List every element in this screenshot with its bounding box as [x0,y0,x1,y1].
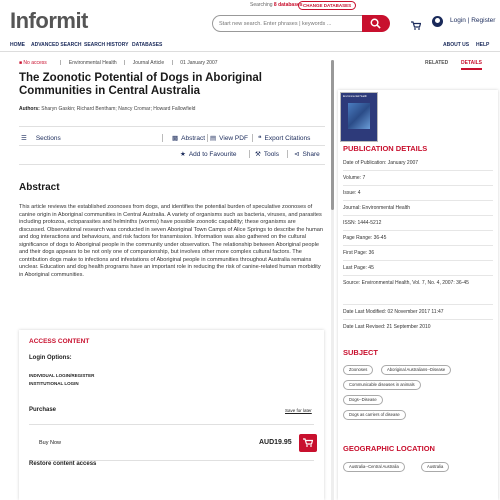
view-pdf-label: View PDF [219,135,248,142]
main-nav [0,40,500,52]
toolbar-sep [162,134,163,142]
nav-about-us[interactable]: ABOUT US [443,42,470,48]
login-options-label: Login Options: [29,355,72,361]
price: AUD19.95 [259,439,292,446]
detail-divider [343,260,493,261]
cart-icon[interactable] [411,17,421,35]
add-to-cart-button[interactable] [299,434,317,452]
change-databases-button[interactable]: CHANGE DATABASES [298,1,356,10]
buy-now-label: Buy Now [39,440,62,446]
crumb-sep: | [171,60,173,66]
crumb-sep: | [124,60,126,66]
share-label: Share [302,151,320,158]
location-tag[interactable]: Australia [421,462,449,472]
detail-divider [343,304,493,305]
document-icon: ▩ [172,135,179,142]
geographic-location-heading: GEOGRAPHIC LOCATION [343,444,435,453]
subject-tag[interactable]: Zoonoses [343,365,373,375]
breadcrumb [19,60,224,66]
subject-tag[interactable]: Aboriginal Australians--Disease [381,365,451,375]
publication-details-panel [338,90,498,500]
view-pdf-button[interactable] [210,134,248,142]
purchase-label: Purchase [29,407,57,413]
authors-label: Authors: [19,106,40,112]
toolbar-divider [19,164,325,165]
nav-home[interactable]: HOME [10,42,25,48]
export-label: Export Citations [264,135,311,142]
crumb-journal[interactable]: Environmental Health [68,60,117,66]
export-citations-button[interactable] [258,134,310,142]
detail-divider [343,215,493,216]
individual-login-link[interactable]: INDIVIDUAL LOGIN/REGISTER [29,373,95,378]
volume: Volume: 7 [343,175,366,181]
detail-divider [343,275,493,276]
nav-databases[interactable]: DATABASES [132,42,163,48]
sections-button[interactable] [21,134,61,142]
search-icon [370,18,381,29]
issue: Issue: 4 [343,190,361,196]
save-for-later-link[interactable]: Save for later [285,408,312,413]
list-icon: ☰ [21,135,27,142]
favourite-label: Add to Favourite [188,151,237,158]
login-register-link[interactable]: Login | Register [450,17,496,24]
detail-divider [343,200,493,201]
informit-logo[interactable]: Informit [10,8,88,33]
detail-divider [343,319,493,320]
access-content-panel [19,330,324,500]
toolbar-divider [19,126,325,127]
search-button[interactable] [362,15,390,32]
tools-label: Tools [263,151,280,158]
tab-related[interactable]: RELATED [425,60,449,66]
detail-divider [343,230,493,231]
share-button[interactable] [294,150,320,158]
pdf-icon: ▤ [210,135,217,142]
location-tag[interactable]: Australia--Central Australia [343,462,405,472]
authors-line [19,106,195,112]
crumb-sep: | [60,60,62,66]
page-range: Page Range: 36-45 [343,235,387,241]
site-header [0,0,500,40]
abstract-label: Abstract [181,135,205,142]
scrollbar-thumb[interactable] [331,60,334,210]
star-icon: ★ [180,151,186,158]
cart-icon [303,438,313,447]
issn: ISSN: 1444-5212 [343,220,382,226]
cover-title: Environmental Health [343,95,367,98]
nav-advanced-search[interactable]: ADVANCED SEARCH [31,42,82,48]
nav-search-history[interactable]: SEARCH HISTORY [84,42,129,48]
subject-heading: SUBJECT [343,348,379,357]
share-icon: ⊲ [294,151,300,158]
wrench-icon: ⚒ [255,151,261,158]
journal-cover-image[interactable] [340,92,378,142]
authors-list[interactable]: Sharyn Gaskin; Richard Bentham; Nancy Cromar; Howard Fallowfield [41,106,196,112]
restore-access-label[interactable]: Restore content access [29,461,97,467]
no-access-badge: ■ No access [19,60,47,66]
publication-details-heading: PUBLICATION DETAILS [343,144,428,153]
source: Source: Environmental Health, Vol. 7, No. 4, 2007: 36-45 [343,280,469,286]
searching-label: Searching [250,2,273,8]
tab-details[interactable]: DETAILS [461,60,482,70]
first-page: First Page: 36 [343,250,375,256]
detail-divider [343,170,493,171]
quote-icon: ❝ [258,135,262,142]
sections-label: Sections [35,135,61,142]
date-last-modified: Date Last Modified: 02 November 2017 11:47 [343,309,444,315]
nav-help[interactable]: HELP [476,42,490,48]
toolbar-sep [249,150,250,158]
crumb-type: Journal Article [132,60,165,66]
abstract-button[interactable] [172,134,205,142]
database-count: 8 databases [273,2,303,8]
date-last-revised: Date Last Revised: 21 September 2010 [343,324,431,330]
abstract-text: This article reviews the established zoonoses from dogs, and identifies the potential burden of speculative zoonoses of canine origin in Aboriginal communities in Central Australia. A variety of organisms such as bacteria, viruses, and parasites including protozoa, ectoparasites and helminths (worms) have possible zoonotic capability; these organisms are discussed. Observational research was conducted in seven Aboriginal Town Camps of Alice Springs to describe the human and dog interactions and behaviours, and risk factors for transmission. Information was also gathered on the cultural significance of dogs to Aboriginal people in the community under observation. The relationship between Aboriginal people and their dogs appears to be not only one of companionship, but involves other more complex cultural factors. The contribution dogs make to infections and infestations of Aboriginal people in communities throughout Australia remains unclear. Education and dog health programs have an important role in reducing the risk of canine-related human morbidity in Aboriginal communities. [19,204,323,278]
toolbar-divider [19,145,325,146]
toolbar-sep [252,134,253,142]
toolbar-sep [207,134,208,142]
institutional-login-link[interactable]: INSTITUTIONAL LOGIN [29,381,79,386]
crumb-date: 01 January 2007 [180,60,218,66]
searching-databases-text [250,2,303,8]
pub-date: Date of Publication: January 2007 [343,160,419,166]
subject-tag[interactable]: Dogs--Disease [343,395,383,405]
toolbar-sep [287,150,288,158]
detail-divider [343,185,493,186]
search-input[interactable] [212,15,362,32]
purchase-divider [29,424,314,425]
access-content-title: ACCESS CONTENT [29,338,90,345]
subject-tag[interactable]: Communicable diseases in animals [343,380,421,390]
abstract-heading: Abstract [19,182,60,193]
add-to-favourite-button[interactable] [180,150,237,158]
article-title: The Zoonotic Potential of Dogs in Aboriginal Communities in Central Australia [19,72,262,97]
user-icon[interactable] [432,16,443,27]
buy-now-row [29,427,314,461]
subject-tag[interactable]: Dogs as carriers of disease [343,410,406,420]
cover-artwork [348,103,370,129]
journal-name: Journal: Environmental Health [343,205,410,211]
detail-divider [343,245,493,246]
tools-button[interactable] [255,150,279,158]
last-page: Last Page: 45 [343,265,374,271]
